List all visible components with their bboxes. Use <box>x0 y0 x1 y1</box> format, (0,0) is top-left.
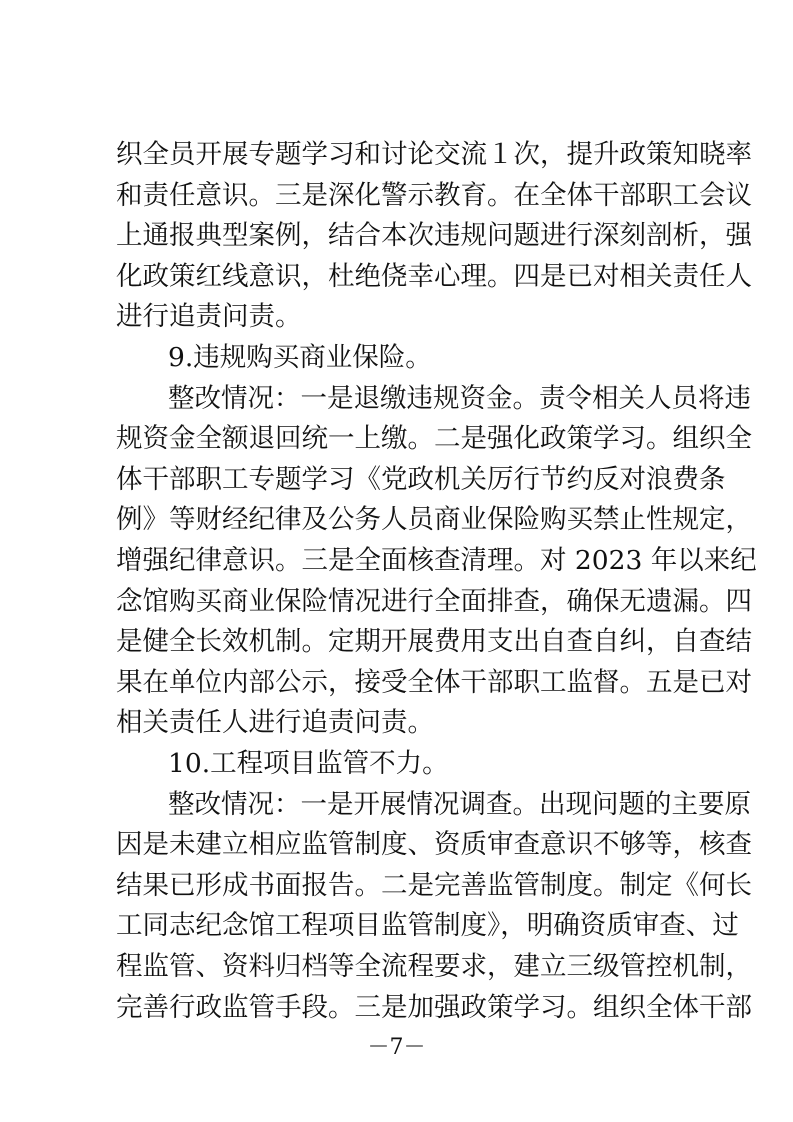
text-line: 规资金全额退回统一上缴。二是强化政策学习。组织全 <box>116 423 752 455</box>
text-line: 是健全长效机制。定期开展费用支出自查自纠，自查结 <box>116 626 752 658</box>
text-line: 果在单位内部公示，接受全体干部职工监督。五是已对 <box>116 666 752 698</box>
text-line: 体干部职工专题学习《党政机关厉行节约反对浪费条 <box>116 463 726 495</box>
text-line: 进行追责问责。 <box>116 301 302 333</box>
text-line: 例》等财经纪律及公务人员商业保险购买禁止性规定， <box>116 504 752 536</box>
text-line: 化政策红线意识，杜绝侥幸心理。四是已对相关责任人 <box>116 260 752 292</box>
text-line: 织全员开展专题学习和讨论交流１次，提升政策知晓率 <box>116 139 752 170</box>
text-line: 因是未建立相应监管制度、资质审查意识不够等，核查 <box>116 829 752 861</box>
section-heading: 10.工程项目监管不力。 <box>168 748 449 779</box>
page-number: －7－ <box>367 1035 426 1061</box>
text-line: 结果已形成书面报告。二是完善监管制度。制定《何长 <box>116 869 752 901</box>
text-line: 和责任意识。三是深化警示教育。在全体干部职工会议 <box>116 179 752 211</box>
text-line: 完善行政监管手段。三是加强政策学习。组织全体干部 <box>116 991 752 1023</box>
section-heading: 9.违规购买商业保险。 <box>168 342 432 373</box>
paragraph-first-line: 整改情况：一是开展情况调查。出现问题的主要原 <box>168 788 751 820</box>
paragraph-first-line: 整改情况：一是退缴违规资金。责令相关人员将违 <box>168 382 751 414</box>
text-line: 程监管、资料归档等全流程要求，建立三级管控机制， <box>116 951 752 982</box>
text-line: 相关责任人进行追责问责。 <box>116 707 434 739</box>
text-line: 增强纪律意识。三是全面核查清理。对 2023 年以来纪 <box>116 545 757 576</box>
text-line: 工同志纪念馆工程项目监管制度》，明确资质审查、过 <box>116 910 739 942</box>
text-line: 念馆购买商业保险情况进行全面排查，确保无遗漏。四 <box>116 585 752 617</box>
text-line: 上通报典型案例，结合本次违规问题进行深刻剖析，强 <box>116 220 752 252</box>
